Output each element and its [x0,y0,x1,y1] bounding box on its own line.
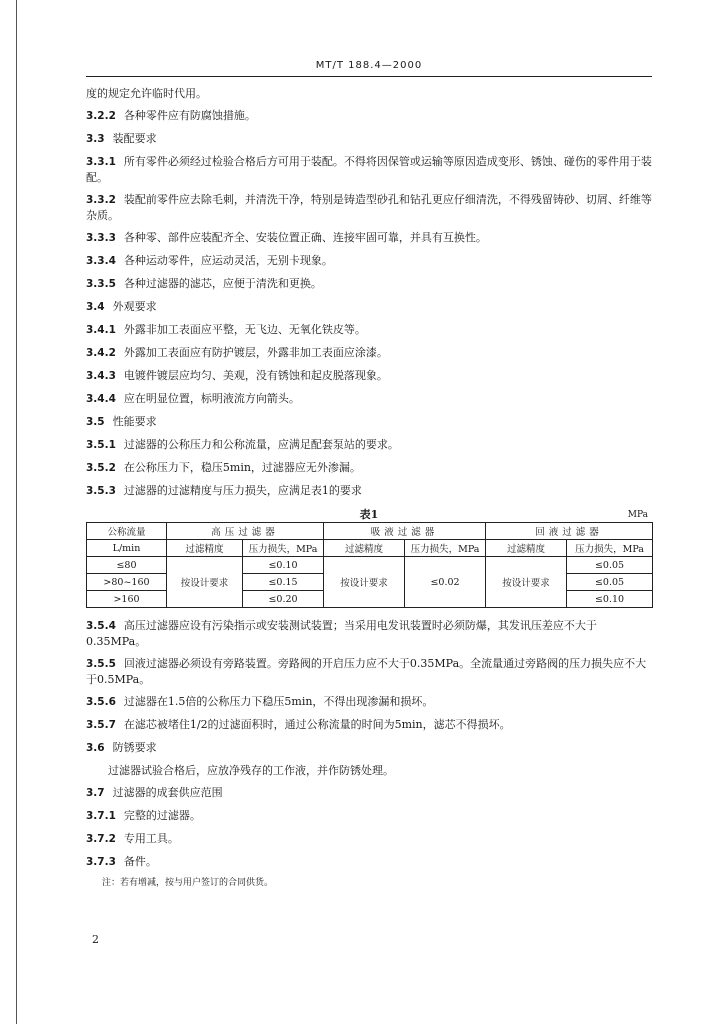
paragraph [86,717,652,733]
table-caption: 表1 [359,508,379,521]
clause-text: 过滤器在1.5倍的公称压力下稳压5min，不得出现渗漏和损坏。 [123,695,434,708]
clause-text: 外露非加工表面应平整，无飞边、无氧化铁皮等。 [123,323,366,336]
clause-number: 3.3.1 [86,156,116,168]
paragraph [86,694,652,710]
paragraph [86,854,652,870]
paragraph [86,108,652,124]
flow-cell: ≤80 [87,557,167,574]
return-loss-cell: ≤0.05 [567,557,653,574]
return-precision-header: 过滤精度 [486,540,567,557]
high-loss-cell: ≤0.15 [243,574,324,591]
flow-header: 公称流量 [87,523,167,540]
clause-number: 3.3.4 [86,255,116,267]
high-precision-cell: 按设计要求 [167,557,243,608]
clause-text: 过滤器的成套供应范围 [112,786,223,799]
table-note: 注：若有增减，按与用户签订的合同供货。 [102,878,274,888]
clause-text: 专用工具。 [123,832,179,845]
clause-number: 3.4.3 [86,370,116,382]
clause-number: 3.2.2 [86,110,116,122]
clause-number: 3.5.4 [86,620,116,632]
clause-number: 3.7 [86,787,105,799]
clause-number: 3.3.3 [86,232,116,244]
table-caption-row [86,506,652,522]
flow-cell: >160 [87,591,167,608]
return-group-header: 回液过滤器 [486,523,653,540]
clause-number: 3.3.5 [86,278,116,290]
clause-text: 各种零件应有防腐蚀措施。 [123,109,256,122]
clause-text: 所有零件必须经过检验合格后方可用于装配。不得将因保管或运输等原因造成变形、锈蚀、碰伤的零件用于装配。 [86,155,652,184]
clause-number: 3.5.5 [86,658,116,670]
clause-text: 过滤器试验合格后，应放净残存的工作液，并作防锈处理。 [108,764,394,777]
paragraph [86,740,652,756]
clause-text: 外露加工表面应有防护镀层，外露非加工表面应涂漆。 [123,346,388,359]
page-number: 2 [92,933,99,946]
clause-number: 3.4 [86,301,105,313]
paragraph [86,656,652,687]
clause-text: 高压过滤器应设有污染指示或安装测试装置；当采用电发讯装置时必须防爆，其发讯压差应不大于0.35MPa。 [86,619,597,648]
clause-number: 3.7.2 [86,833,116,845]
clause-text: 外观要求 [112,300,157,313]
flow-unit-header: L/min [87,540,167,557]
paragraph [86,785,652,801]
paragraph [86,437,652,453]
clause-number: 3.6 [86,742,105,754]
table-row [87,557,653,574]
standard-code-header: MT/T 188.4—2000 [315,60,423,71]
paragraph [86,414,652,430]
paragraph [86,763,652,778]
clause-number: 3.5.7 [86,719,116,731]
header-rule [86,76,652,77]
clause-text: 装配要求 [112,132,157,145]
paragraph [86,391,652,407]
clause-number: 3.4.2 [86,347,116,359]
suction-group-header: 吸液过滤器 [324,523,486,540]
clause-text: 应在明显位置，标明液流方向箭头。 [123,392,300,405]
binding-edge-line [16,0,17,1024]
high-precision-header: 过滤精度 [167,540,243,557]
filter-spec-table [86,522,653,608]
clause-number: 3.5 [86,416,105,428]
clause-number: 3.7.1 [86,810,116,822]
clause-text: 度的规定允许临时代用。 [86,87,207,100]
paragraph [86,131,652,147]
paragraph [86,86,652,101]
high-loss-cell: ≤0.20 [243,591,324,608]
high-pressure-group-header: 高压过滤器 [167,523,324,540]
section-paragraphs-bottom [86,618,652,870]
suction-precision-header: 过滤精度 [324,540,405,557]
clause-text: 各种零、部件应装配齐全、安装位置正确、连接牢固可靠，并具有互换性。 [123,231,487,244]
clause-text: 过滤器的过滤精度与压力损失，应满足表1的要求 [123,484,362,497]
return-loss-header: 压力损失，MPa [567,540,653,557]
paragraph [86,322,652,338]
clause-number: 3.5.2 [86,462,116,474]
paragraph [86,368,652,384]
clause-text: 性能要求 [112,415,157,428]
paragraph [86,253,652,269]
clause-text: 完整的过滤器。 [123,809,201,822]
table-unit: MPa [627,510,648,520]
clause-number: 3.4.4 [86,393,116,405]
suction-loss-cell: ≤0.02 [405,557,486,608]
paragraph [86,460,652,476]
clause-text: 电镀件镀层应均匀、美观，没有锈蚀和起皮脱落现象。 [123,369,388,382]
clause-text: 各种过滤器的滤芯，应便于清洗和更换。 [123,277,322,290]
clause-text: 装配前零件应去除毛刺，并清洗干净，特别是铸造型砂孔和钻孔更应仔细清洗，不得残留铸砂、切屑、纤维等杂质。 [86,193,652,222]
clause-number: 3.5.1 [86,439,116,451]
clause-text: 在滤芯被堵住1/2的过滤面积时，通过公称流量的时间为5min，滤芯不得损坏。 [123,718,511,731]
paragraph [86,299,652,315]
paragraph [86,483,652,499]
paragraph [86,618,652,649]
clause-text: 回液过滤器必须设有旁路装置。旁路阀的开启压力应不大于0.35MPa。全流量通过旁路阀的压力损失应不大于0.5MPa。 [86,657,647,686]
clause-text: 过滤器的公称压力和公称流量，应满足配套泵站的要求。 [123,438,399,451]
paragraph [86,808,652,824]
clause-number: 3.7.3 [86,856,116,868]
clause-number: 3.3.2 [86,194,116,206]
paragraph [86,154,652,185]
clause-text: 各种运动零件，应运动灵活，无别卡现象。 [123,254,333,267]
return-loss-cell: ≤0.05 [567,574,653,591]
clause-text: 备件。 [123,855,157,868]
high-loss-cell: ≤0.10 [243,557,324,574]
clause-text: 防锈要求 [112,741,157,754]
paragraph [86,230,652,246]
clause-text: 在公称压力下，稳压5min，过滤器应无外渗漏。 [123,461,361,474]
clause-number: 3.5.6 [86,696,116,708]
clause-number: 3.5.3 [86,485,116,497]
paragraph [86,345,652,361]
return-loss-cell: ≤0.10 [567,591,653,608]
return-precision-cell: 按设计要求 [486,557,567,608]
paragraph [86,831,652,847]
flow-cell: >80~160 [87,574,167,591]
document-body [86,87,652,888]
clause-number: 3.4.1 [86,324,116,336]
paragraph [86,192,652,223]
clause-number: 3.3 [86,133,105,145]
suction-loss-header: 压力损失，MPa [405,540,486,557]
suction-precision-cell: 按设计要求 [324,557,405,608]
section-paragraphs-top [86,86,652,499]
paragraph [86,276,652,292]
high-loss-header: 压力损失，MPa [243,540,324,557]
